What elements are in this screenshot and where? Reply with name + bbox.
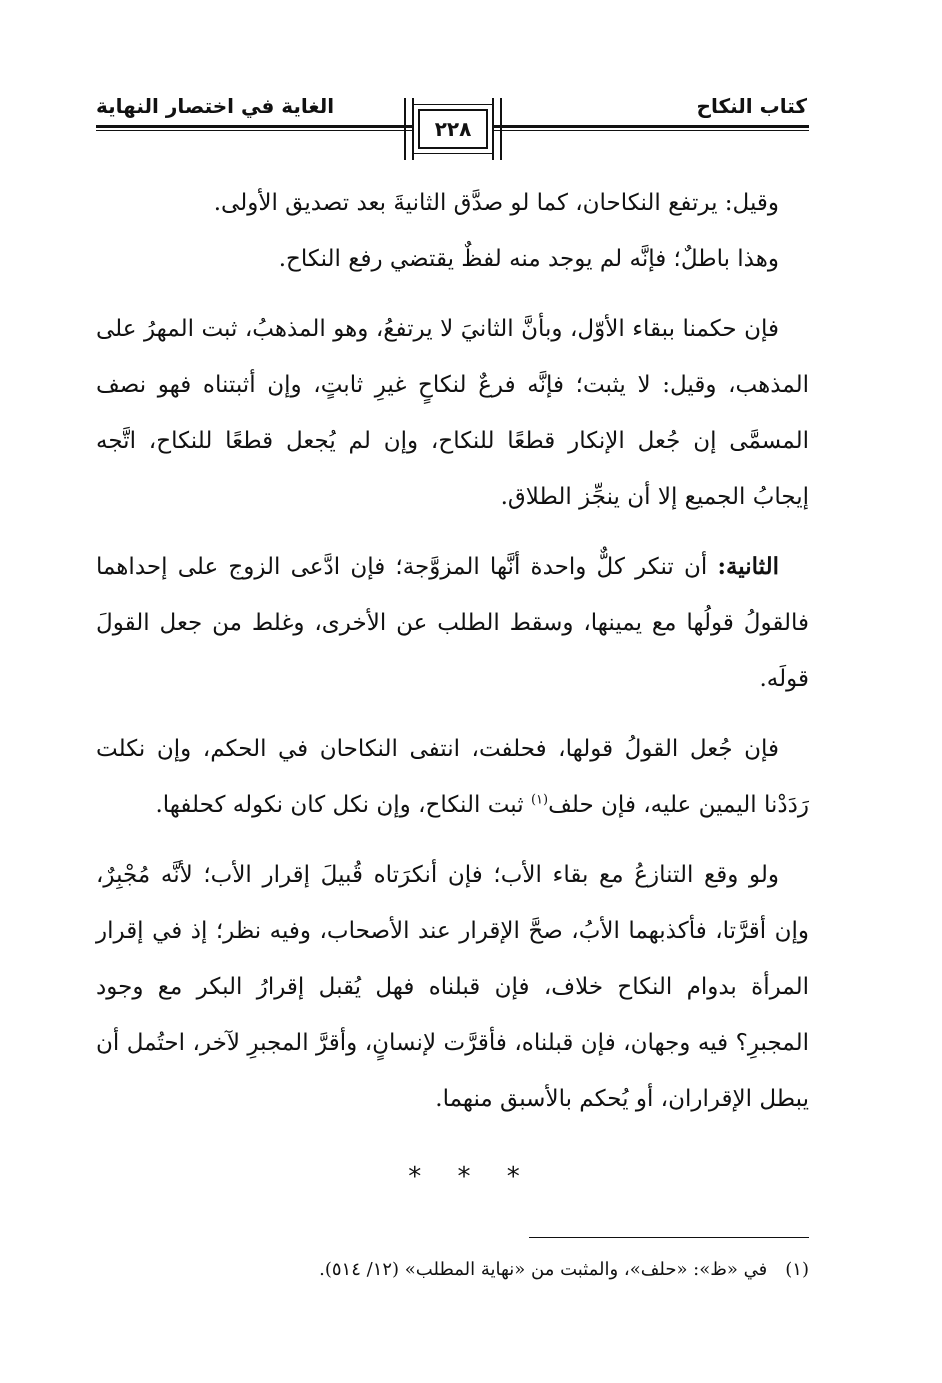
- footnote-reference-1[interactable]: (١): [530, 792, 549, 808]
- footnote-1: [96, 1256, 809, 1284]
- paragraph-4: [96, 539, 809, 707]
- paragraph-1: وقيل: يرتفع النكاحان، كما لو صدَّق الثانيةَ بعد تصديق الأولى.: [213, 190, 779, 216]
- page-number: ٢٢٨: [418, 109, 488, 149]
- section-separator: * * *: [408, 1162, 534, 1192]
- paragraph-6: ولو وقع التنازعُ مع بقاء الأب؛ فإن أنكرَتاه قُبيلَ إقرار الأب؛ لأنَّه مُجْبِرٌ، وإن أقرَّتا، فأكذبهما الأبُ، صحَّ الإقرار عند الأصحاب، وفيه نظر؛ إذ في إقرار المرأة بدوام النكاح خلاف، فإن قبلناه فهل يُقبل إقرارُ البكر مع وجود المجبرِ؟ فيه وجهان، فإن قبلناه، فأقرَّت لإنسانٍ، وأقرَّ المجبرِ لآخر، احتُمل أن يبطل الإقراران، أو يُحكم بالأسبق منهما.: [96, 862, 809, 1112]
- paragraph-3: فإن حكمنا ببقاء الأوّل، وبأنَّ الثانيَ لا يرتفعُ، وهو المذهبُ، ثبت المهرُ على المذهب، وقيل: لا يثبت؛ فإنَّه فرعٌ لنكاحٍ غيرِ ثابتٍ، وإن أثبتناه فهو نصف المسمَّى إن جُعل الإنكار قطعًا للنكاح، وإن لم يُجعل قطعًا للنكاح، اتَّجه إيجابُ الجميع إلا أن ينجِّز الطلاق.: [96, 316, 809, 510]
- footnote-number: (١): [785, 1259, 809, 1280]
- paragraph-2: وهذا باطلٌ؛ فإنَّه لم يوجد منه لفظٌ يقتضي رفع النكاح.: [278, 246, 779, 272]
- main-text: [96, 175, 809, 1127]
- footnote-rule: [529, 1237, 809, 1238]
- paragraph-5-text-a: فإن جُعل القولُ قولها، فحلفت، انتفى النكاحان في الحكم، وإن نكلت رَدَدْنا اليمين عليه، فإن حلف: [96, 736, 809, 818]
- paragraph-5: [96, 721, 809, 833]
- footnote-text: في «ظ»: «حلف»، والمثبت من «نهاية المطلب» (١٢/ ٥١٤).: [319, 1259, 768, 1280]
- running-head-chapter: كتاب النكاح: [696, 94, 807, 118]
- section-heading-second: الثانية:: [717, 553, 779, 580]
- paragraph-5-text-b: ثبت النكاح، وإن نكل كان نكوله كحلفها.: [155, 792, 524, 818]
- page-number-frame: [413, 104, 493, 154]
- paragraph-4-text: أن تنكر كلٌّ واحدة أنَّها المزوَّجة؛ فإن ادَّعى الزوج على إحداهما فالقولُ قولُها مع يمينها، وسقط الطلب عن الأخرى، وغلط من جعل القولَ قولَه.: [96, 554, 809, 692]
- running-head-book-title: الغاية في اختصار النهاية: [96, 94, 335, 118]
